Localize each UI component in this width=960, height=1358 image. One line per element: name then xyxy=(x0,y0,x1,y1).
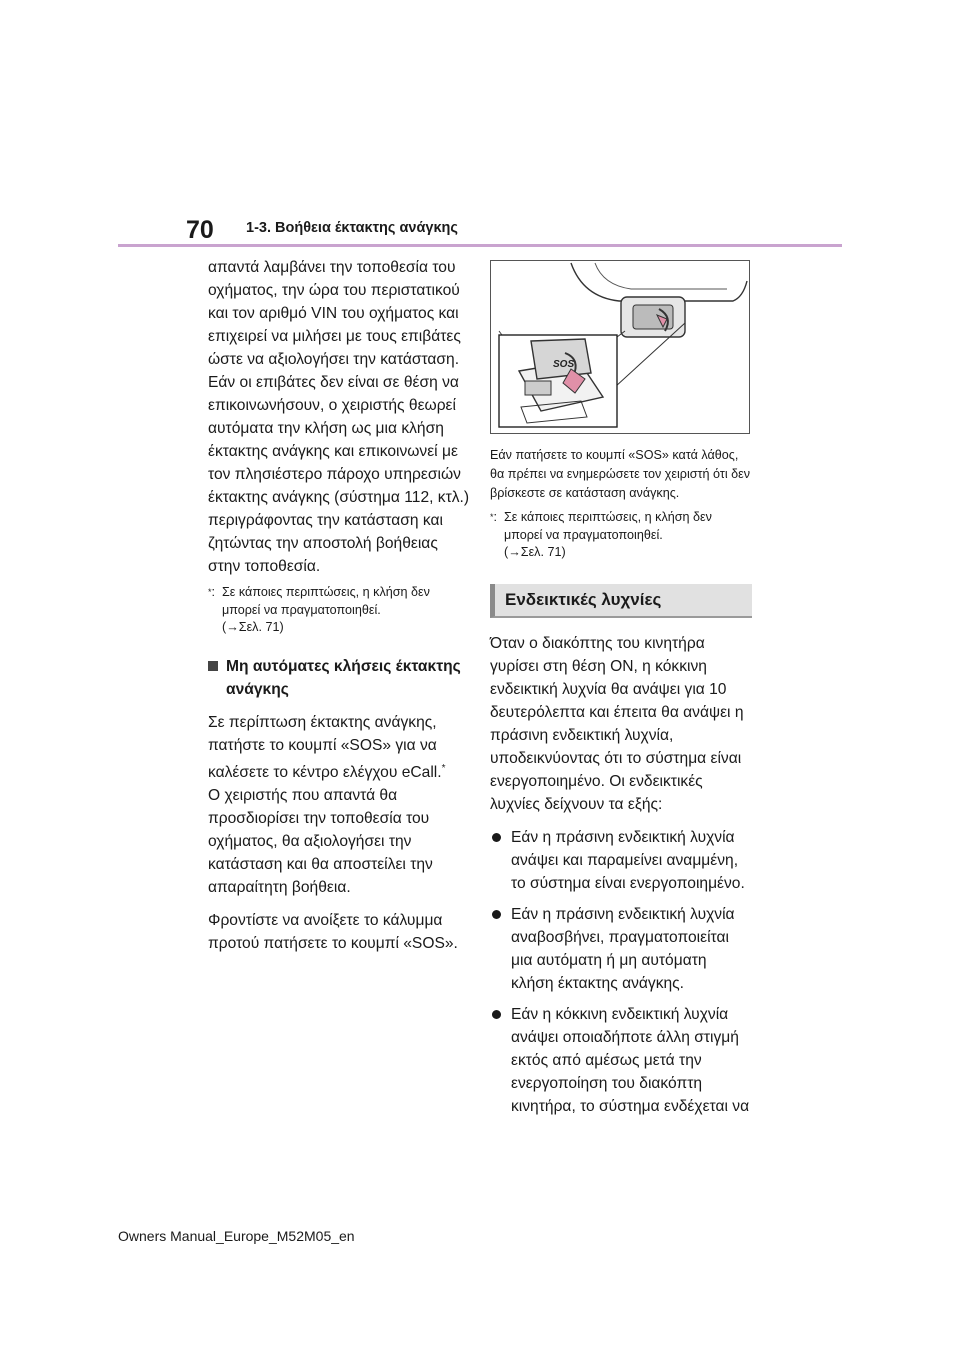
list-item: Εάν η πράσινη ενδεικτική λυχνία ανάψει και παραμείνει αναμμένη, το σύστημα είναι ενεργοποιημένο. xyxy=(490,826,752,895)
overhead-console-drawing xyxy=(491,261,749,433)
header-divider xyxy=(118,244,842,247)
cover-paragraph: Φροντίστε να ανοίξετε το κάλυμμα προτού πατήσετε το κουμπί «SOS». xyxy=(208,911,458,952)
intro-paragraph: απαντά λαμβάνει την τοποθεσία του οχήματος, την ώρα του περιστατικού και τον αριθμό VIN του οχήματος και επιχειρεί να μιλήσει με τους επιβάτες ώστε να αξιολογήσει την κατάσταση. Εάν οι επιβάτες δεν είναι σε θέση να επικοινωνήσουν, ο χειριστής θεωρεί αυτόματα την κλήση ως μια κλήση έκτακτης ανάγκης και επικοινωνεί με τον πλησιέστερο πάροχο υπηρεσιών έκτακτης ανάγκης (σύστημα 112, κτλ.) περιγράφοντας την κατάσταση και ζητώντας την αποστολή βοήθειας στην τοποθεσία. xyxy=(208,259,470,575)
left-column xyxy=(208,256,470,955)
list-item: Εάν η κόκκινη ενδεικτική λυχνία ανάψει οποιαδήποτε άλλη στιγμή εκτός από αμέσως μετά την ενεργοποίηση του διακόπτη κινητήρα, το σύστημα ενδέχεται να xyxy=(490,1003,752,1118)
bullet-icon xyxy=(492,1010,501,1019)
list-item: Εάν η πράσινη ενδεικτική λυχνία αναβοσβήνει, πραγματοποιείται μια αυτόματη ή μη αυτόματη κλήση έκτακτης ανάγκης. xyxy=(490,903,752,995)
footnote-text: Σε κάποιες περιπτώσεις, η κλήση δεν μπορεί να πραγματοποιηθεί. xyxy=(504,510,712,542)
footnote-text: Σε κάποιες περιπτώσεις, η κλήση δεν μπορεί να πραγματοποιηθεί. xyxy=(222,585,430,617)
footnote xyxy=(208,584,470,637)
bullet-icon xyxy=(492,910,501,919)
footnote-reference-link[interactable]: (→Σελ. 71) xyxy=(504,545,566,559)
indicator-paragraph: Όταν ο διακόπτης του κινητήρα γυρίσει στη θέση ON, η κόκκινη ενδεικτική λυχνία θα ανάψει για 10 δευτερόλεπτα και έπειτα θα ανάψει η πράσινη ενδεικτική λυχνία, υποδεικνύοντας ότι το σύστημα είναι ενεργοποιημένο. Οι ενδεικτικές λυχνίες δείχνουν τα εξής: xyxy=(490,634,744,813)
indicator-lights-heading: Ενδεικτικές λυχνίες xyxy=(490,584,752,618)
bullet-icon xyxy=(492,833,501,842)
right-footnote xyxy=(490,509,752,562)
operator-paragraph: Ο χειριστής που απαντά θα προσδιορίσει την τοποθεσία του οχήματος, θα αξιολογήσει την κατάσταση και θα αποστείλει την απαραίτητη βοήθεια. xyxy=(208,786,433,896)
sos-button-illustration xyxy=(490,260,750,434)
page-number: 70 xyxy=(186,216,214,244)
footnote-mark: *: xyxy=(490,510,498,524)
footnote-mark: *: xyxy=(208,585,216,599)
square-bullet-icon xyxy=(208,661,218,671)
asterisk-mark: * xyxy=(441,762,446,774)
figure-caption: Εάν πατήσετε το κουμπί «SOS» κατά λάθος, θα πρέπει να ενημερώσετε τον χειριστή ότι δεν βρίσκεστε σε κατάσταση ανάγκης. xyxy=(490,448,751,500)
section-title: 1-3. Βοήθεια έκτακτης ανάγκης xyxy=(246,220,458,236)
subheading-text: Μη αυτόματες κλήσεις έκτακτης ανάγκης xyxy=(226,657,461,698)
manual-call-paragraph: Σε περίπτωση έκτακτης ανάγκης, πατήστε το κουμπί «SOS» για να καλέσετε το κέντρο ελέγχου eCall.* xyxy=(208,713,446,781)
subheading xyxy=(208,655,470,701)
footnote-reference-link[interactable]: (→Σελ. 71) xyxy=(222,620,284,634)
right-column xyxy=(490,260,752,1118)
indicator-list xyxy=(490,826,752,1118)
footer-text: Owners Manual_Europe_M52M05_en xyxy=(118,1228,355,1244)
sos-figure-label: SOS xyxy=(553,359,575,370)
